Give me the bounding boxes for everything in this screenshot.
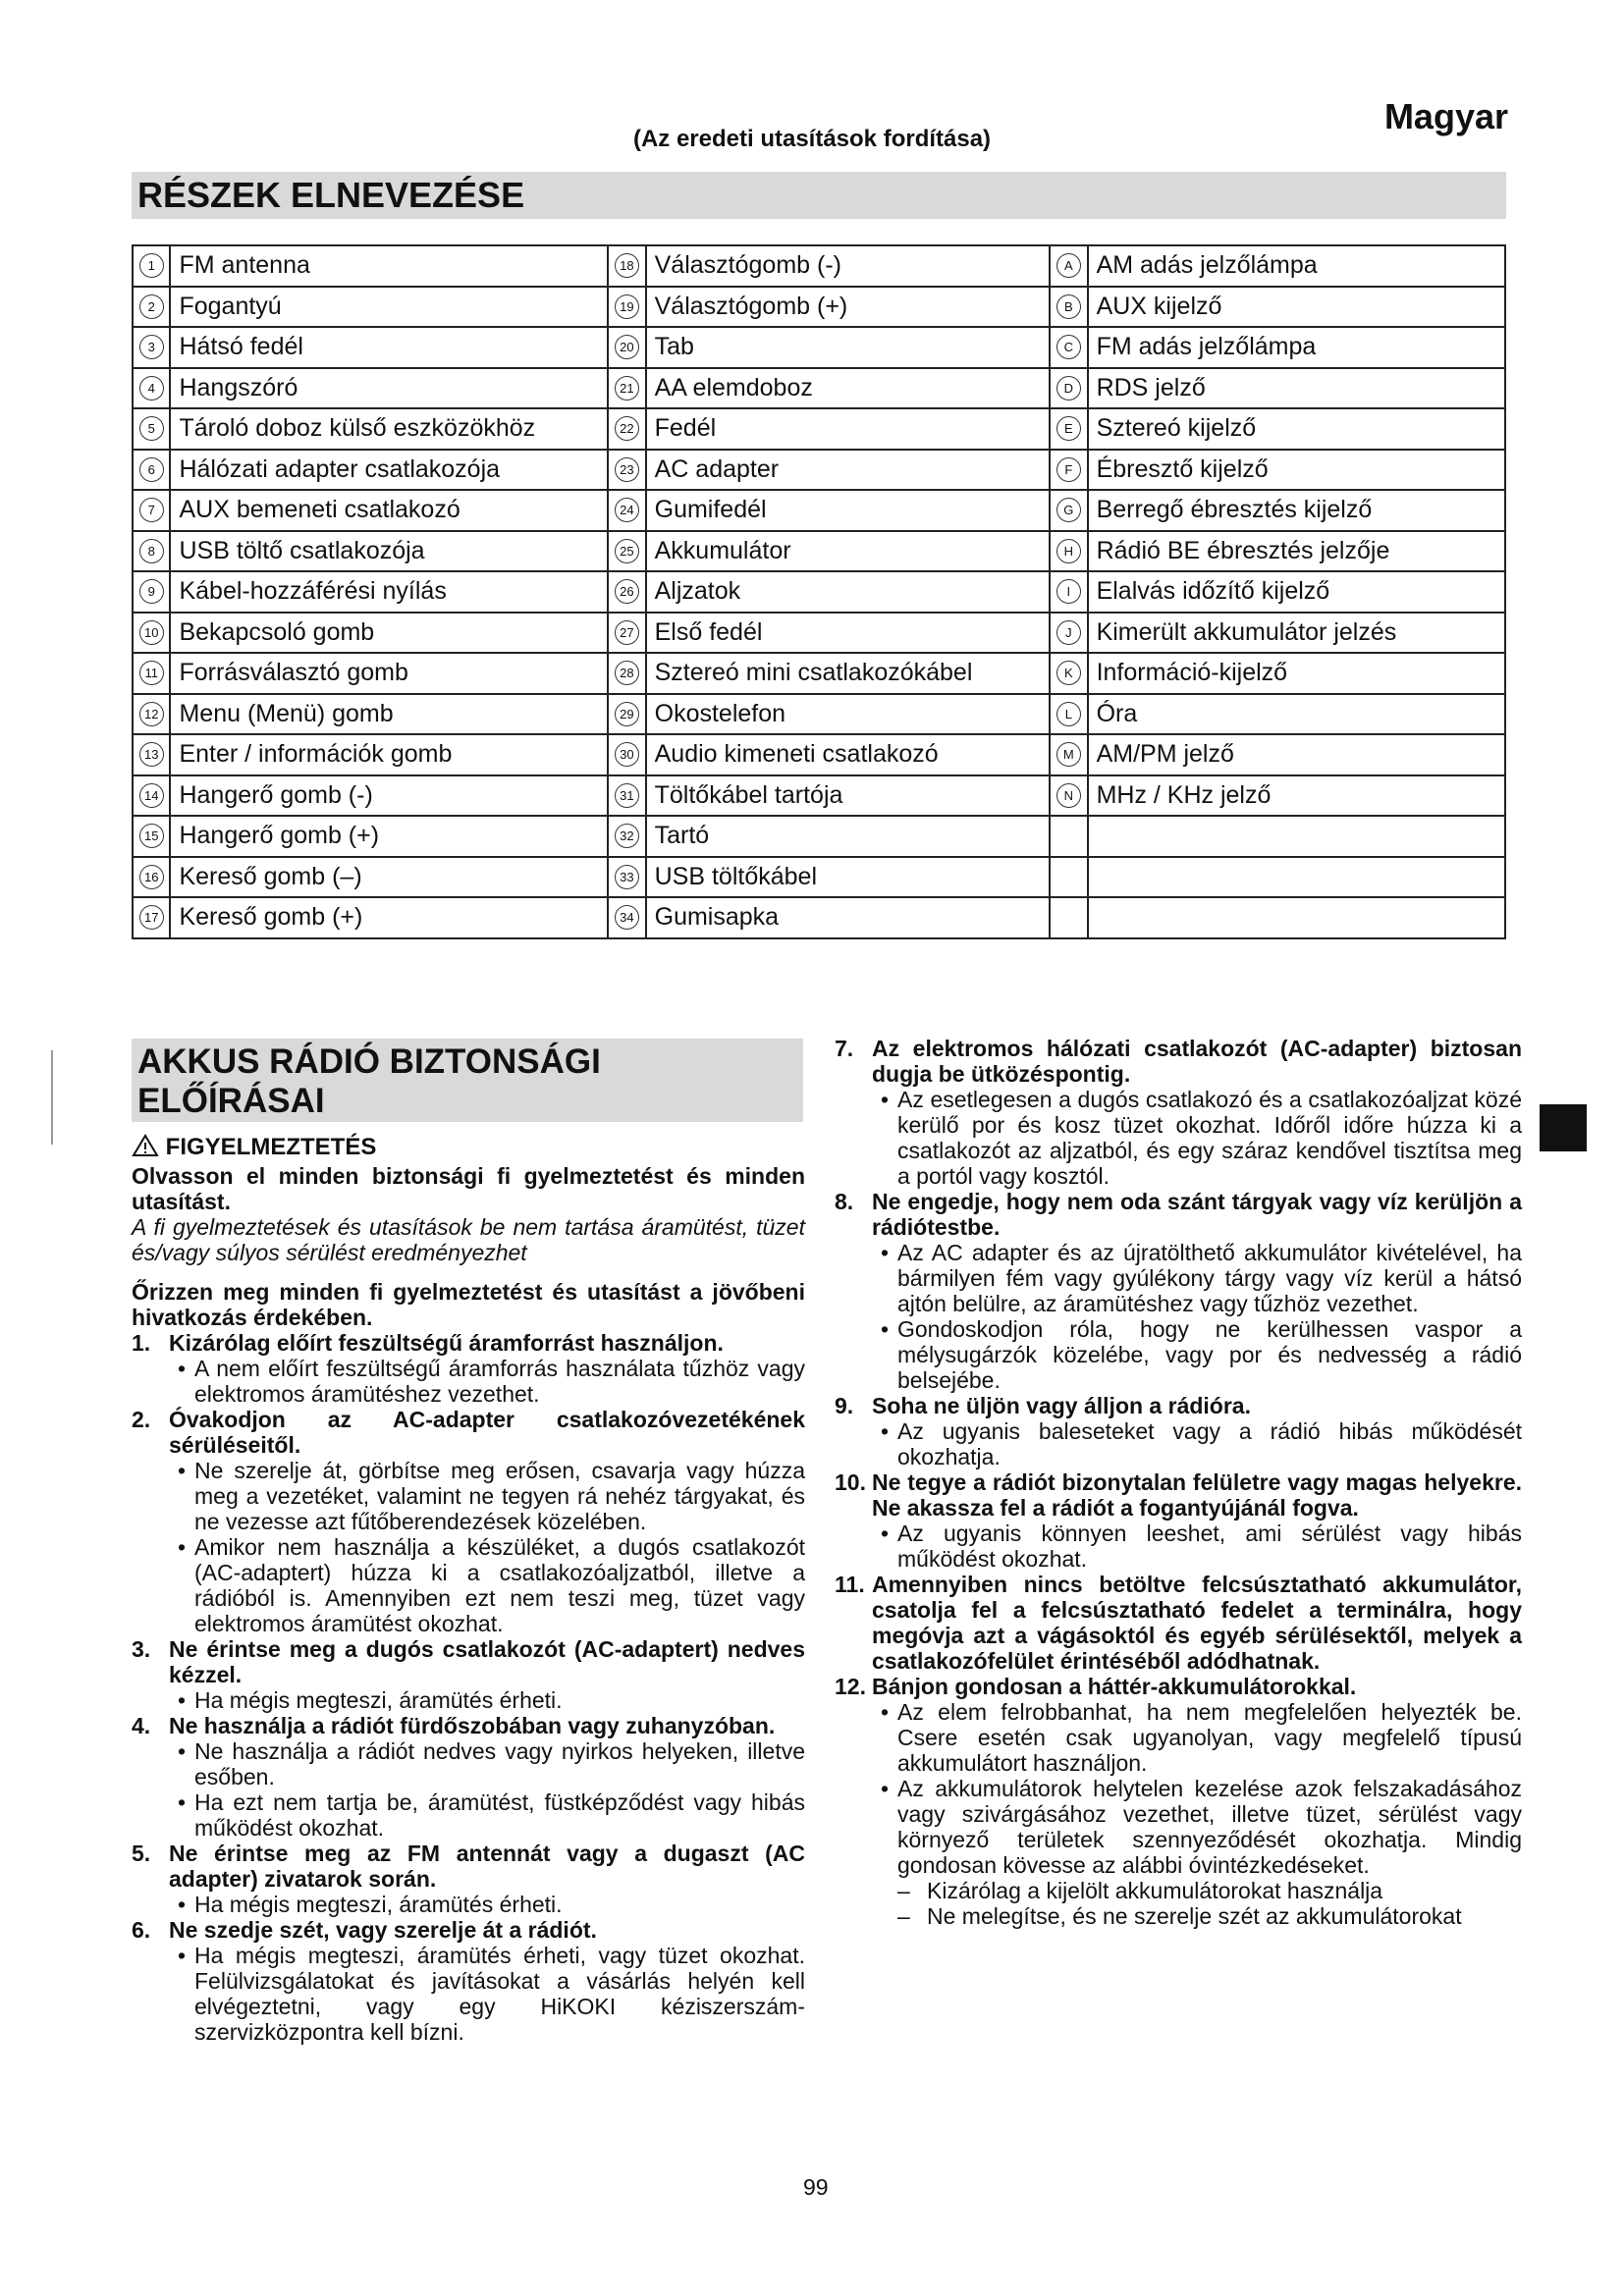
parts-row	[133, 816, 1505, 857]
circled-number: 10	[139, 620, 164, 645]
part-name: Kimerült akkumulátor jelzés	[1088, 613, 1505, 654]
part-number	[608, 897, 645, 938]
safety-title-line2: ELŐÍRÁSAI	[137, 1082, 325, 1120]
safety-title-line1: AKKUS RÁDIÓ BIZTONSÁGI	[137, 1042, 601, 1081]
parts-row	[133, 613, 1505, 654]
part-name: Forrásválasztó gomb	[170, 653, 608, 694]
part-name: Sztereó kijelző	[1088, 408, 1505, 450]
part-number	[1050, 613, 1087, 654]
circled-number: 8	[139, 539, 164, 563]
item-heading: Ne érintse meg a dugós csatlakozót (AC-adaptert) nedves kézzel.	[169, 1636, 805, 1687]
circled-number: 16	[139, 865, 164, 889]
bullet: • Az elem felrobbanhat, ha nem megfelelően helyezték be. Csere esetén csak ugyanolyan, vagy megfelelő típusú akkumulátort használjon.	[880, 1699, 1522, 1776]
bullet: • Az ugyanis könnyen leeshet, ami sérülést vagy hibás működést okozhat.	[880, 1521, 1522, 1572]
safety-item-6	[132, 1917, 805, 1943]
parts-row	[133, 653, 1505, 694]
bullet: • Ne szerelje át, görbítse meg erősen, csavarja vagy húzza meg a vezetéket, valamint ne tegyen rá nehéz tárgyakat, és ne vezesse azt fűtőberendezések közelében.	[177, 1458, 805, 1534]
part-name: Hangerő gomb (-)	[170, 775, 608, 817]
part-name: AM adás jelzőlámpa	[1088, 245, 1505, 287]
circled-number: 11	[139, 661, 164, 685]
part-number	[608, 734, 645, 775]
circled-number: 19	[615, 294, 639, 319]
warning-heading-text: FIGYELMEZTETÉS	[165, 1134, 377, 1160]
parts-row	[133, 897, 1505, 938]
circled-number: 24	[615, 498, 639, 522]
circled-number: D	[1056, 376, 1081, 400]
parts-row	[133, 531, 1505, 572]
item-heading: Soha ne üljön vagy álljon a rádióra.	[872, 1393, 1251, 1418]
circled-number: H	[1056, 539, 1081, 563]
part-name: MHz / KHz jelző	[1088, 775, 1505, 817]
part-number	[608, 245, 645, 287]
part-name: FM antenna	[170, 245, 608, 287]
part-name: Ébresztő kijelző	[1088, 450, 1505, 491]
safety-section-title	[132, 1039, 803, 1122]
part-name: Rádió BE ébresztés jelzője	[1088, 531, 1505, 572]
part-number	[1050, 531, 1087, 572]
circled-number: 7	[139, 498, 164, 522]
part-name	[1088, 897, 1505, 938]
item-number: 6.	[132, 1917, 151, 1943]
safety-item-10	[835, 1469, 1522, 1521]
parts-row	[133, 694, 1505, 735]
safety-item-4	[132, 1713, 805, 1738]
part-number	[1050, 245, 1087, 287]
part-number	[133, 571, 170, 613]
bullet: • Ha mégis megteszi, áramütés érheti.	[132, 1892, 805, 1917]
safety-item-11	[835, 1572, 1522, 1674]
parts-table-body	[133, 245, 1505, 938]
safety-item-12	[835, 1674, 1522, 1699]
part-name: Akkumulátor	[646, 531, 1050, 572]
part-number	[608, 450, 645, 491]
item-number: 8.	[835, 1189, 854, 1214]
parts-row	[133, 368, 1505, 409]
part-number	[133, 408, 170, 450]
circled-number: 14	[139, 783, 164, 808]
part-number	[1050, 775, 1087, 817]
circled-number: 18	[615, 253, 639, 278]
safety-right-column	[835, 1036, 1522, 1929]
item-heading: Ne használja a rádiót fürdőszobában vagy zuhanyzóban.	[169, 1713, 776, 1738]
bullet: • Az ugyanis baleseteket vagy a rádió hibás működését okozhatja.	[880, 1418, 1522, 1469]
part-number	[1050, 734, 1087, 775]
item-heading: Kizárólag előírt feszültségű áramforrást használjon.	[169, 1330, 724, 1356]
parts-row	[133, 408, 1505, 450]
circled-number: 25	[615, 539, 639, 563]
part-number	[608, 571, 645, 613]
parts-row	[133, 450, 1505, 491]
part-name: Hátsó fedél	[170, 327, 608, 368]
bullet-text: Az ugyanis baleseteket vagy a rádió hibás működését okozhatja.	[897, 1418, 1522, 1469]
item-number: 3.	[132, 1636, 151, 1662]
parts-row	[133, 734, 1505, 775]
item-number: 4.	[132, 1713, 151, 1738]
dash-item: – Kizárólag a kijelölt akkumulátorokat használja	[835, 1878, 1522, 1903]
part-name: Információ-kijelző	[1088, 653, 1505, 694]
part-number	[608, 613, 645, 654]
circled-number: E	[1056, 416, 1081, 441]
circled-number: 1	[139, 253, 164, 278]
bullet: • Ha mégis megteszi, áramütés érheti.	[132, 1687, 805, 1713]
circled-number: 21	[615, 376, 639, 400]
margin-line	[51, 1050, 53, 1145]
part-number	[608, 816, 645, 857]
part-number	[1050, 694, 1087, 735]
part-name	[1088, 857, 1505, 898]
part-number	[608, 327, 645, 368]
part-name: Választógomb (+)	[646, 287, 1050, 328]
part-number	[608, 531, 645, 572]
circled-number: 13	[139, 742, 164, 767]
part-name: Bekapcsoló gomb	[170, 613, 608, 654]
part-number	[1050, 857, 1087, 898]
circled-number: G	[1056, 498, 1081, 522]
circled-number: 5	[139, 416, 164, 441]
circled-number: B	[1056, 294, 1081, 319]
bullet-text: Ne használja a rádiót nedves vagy nyirkos helyeken, illetve esőben.	[194, 1738, 805, 1789]
part-name: Kereső gomb (+)	[170, 897, 608, 938]
item-heading: Ne érintse meg az FM antennát vagy a dugaszt (AC adapter) zivatarok során.	[169, 1841, 805, 1892]
circled-number: N	[1056, 783, 1081, 808]
part-name: Hangerő gomb (+)	[170, 816, 608, 857]
bullet: • A nem előírt feszültségű áramforrás használata tűzhöz vagy elektromos áramütéshez vezethet.	[177, 1356, 805, 1407]
circled-number: F	[1056, 457, 1081, 482]
item-number: 9.	[835, 1393, 854, 1418]
bullet-text: Az ugyanis könnyen leeshet, ami sérülést vagy hibás működést okozhat.	[897, 1521, 1522, 1572]
part-name: Első fedél	[646, 613, 1050, 654]
item-heading: Ne engedje, hogy nem oda szánt tárgyak vagy víz kerüljön a rádiótestbe.	[872, 1189, 1522, 1240]
intro-bold: Olvasson el minden biztonsági fi gyelmeztetést és minden utasítást.	[132, 1163, 805, 1214]
item-heading: Az elektromos hálózati csatlakozót (AC-adapter) biztosan dugja be ütközéspontig.	[872, 1036, 1522, 1087]
part-name: Aljzatok	[646, 571, 1050, 613]
item-heading: Ne szedje szét, vagy szerelje át a rádiót.	[169, 1917, 597, 1943]
bullet-text: Ha mégis megteszi, áramütés érheti.	[194, 1892, 563, 1917]
part-name: Választógomb (-)	[646, 245, 1050, 287]
circled-number: 20	[615, 335, 639, 359]
part-number	[1050, 897, 1087, 938]
part-number	[133, 734, 170, 775]
keep-instructions: Őrizzen meg minden fi gyelmeztetést és utasítást a jövőbeni hivatkozás érdekében.	[132, 1279, 805, 1330]
part-name: Gumisapka	[646, 897, 1050, 938]
part-number	[1050, 490, 1087, 531]
dash-text: Kizárólag a kijelölt akkumulátorokat használja	[927, 1878, 1383, 1903]
part-number	[1050, 368, 1087, 409]
circled-number: A	[1056, 253, 1081, 278]
safety-item-2	[132, 1407, 805, 1458]
circled-number: I	[1056, 579, 1081, 604]
part-name: Berregő ébresztés kijelző	[1088, 490, 1505, 531]
part-number	[608, 287, 645, 328]
parts-row	[133, 571, 1505, 613]
circled-number: 4	[139, 376, 164, 400]
part-number	[1050, 816, 1087, 857]
bullet: • Ne használja a rádiót nedves vagy nyirkos helyeken, illetve esőben.	[177, 1738, 805, 1789]
part-name: USB töltőkábel	[646, 857, 1050, 898]
bullet-text: Az esetlegesen a dugós csatlakozó és a csatlakozóaljzat közé kerülő por és kosz tüzet okozhat. Időről időre húzza ki a csatlakozót az aljzatból, és egy száraz kendővel tisztítsa meg a portól vagy kosztól.	[897, 1087, 1522, 1189]
part-number	[1050, 408, 1087, 450]
circled-number: 12	[139, 702, 164, 726]
part-name: FM adás jelzőlámpa	[1088, 327, 1505, 368]
bullet-text: Ha ezt nem tartja be, áramütést, füstképződést vagy hibás működést okozhat.	[194, 1789, 805, 1841]
item-heading: Amennyiben nincs betöltve felcsúsztatható akkumulátor, csatolja fel a felcsúsztatható fedelet a terminálra, hogy megóvja azt a vágásoktól és egyéb sérülésektől, melyek a csatlakozófelület érintéséből adódhatnak.	[872, 1572, 1522, 1674]
bullet: • Az AC adapter és az újratölthető akkumulátor kivételével, ha bármilyen fém vagy gyúlékony tárgy vagy víz kerül a hátsó ajtón belülre, az áramütéshez vagy tűzhöz vezethet.	[880, 1240, 1522, 1316]
bullet: • Ha mégis megteszi, áramütés érheti, vagy tüzet okozhat. Felülvizsgálatokat és javításokat a vásárlás helyén kell elvégeztetni, vagy egy HiKOKI kéziszerszám-szervizközpontra kell bízni.	[177, 1943, 805, 2045]
part-number	[133, 245, 170, 287]
page-number: 99	[803, 2174, 829, 2200]
part-number	[133, 897, 170, 938]
bullet-text: A nem előírt feszültségű áramforrás használata tűzhöz vagy elektromos áramütéshez vezethet.	[194, 1356, 805, 1407]
circled-number: M	[1056, 742, 1081, 767]
part-number	[1050, 327, 1087, 368]
part-number	[608, 694, 645, 735]
parts-row	[133, 775, 1505, 817]
part-name: AUX kijelző	[1088, 287, 1505, 328]
part-name: AM/PM jelző	[1088, 734, 1505, 775]
bullet-text: Az elem felrobbanhat, ha nem megfelelően helyezték be. Csere esetén csak ugyanolyan, vagy megfelelő típusú akkumulátort használjon.	[897, 1699, 1522, 1776]
safety-item-5	[132, 1841, 805, 1892]
circled-number: 6	[139, 457, 164, 482]
bullet-text: Ha mégis megteszi, áramütés érheti, vagy tüzet okozhat. Felülvizsgálatokat és javításokat a vásárlás helyén kell elvégeztetni, vagy egy HiKOKI kéziszerszám-szervizközpontra kell bízni.	[194, 1943, 805, 2045]
circled-number: 3	[139, 335, 164, 359]
part-name: RDS jelző	[1088, 368, 1505, 409]
bullet: • Ha ezt nem tartja be, áramütést, füstképződést vagy hibás működést okozhat.	[177, 1789, 805, 1841]
circled-number: J	[1056, 620, 1081, 645]
part-number	[133, 490, 170, 531]
side-tab-marker	[1540, 1104, 1587, 1151]
parts-row	[133, 857, 1505, 898]
circled-number: 17	[139, 905, 164, 930]
part-number	[133, 653, 170, 694]
circled-number: 9	[139, 579, 164, 604]
part-number	[608, 408, 645, 450]
header-language: Magyar	[1383, 96, 1508, 136]
intro-italic: A fi gyelmeztetések és utasítások be nem tartása áramütést, tüzet és/vagy súlyos sérülést eredményezhet	[132, 1214, 805, 1265]
part-number	[608, 368, 645, 409]
circled-number: 33	[615, 865, 639, 889]
part-name: AA elemdoboz	[646, 368, 1050, 409]
item-number: 10.	[835, 1469, 866, 1495]
part-name: Enter / információk gomb	[170, 734, 608, 775]
circled-number: 15	[139, 824, 164, 848]
circled-number: 23	[615, 457, 639, 482]
part-name	[1088, 816, 1505, 857]
dash-text: Ne melegítse, és ne szerelje szét az akkumulátorokat	[927, 1903, 1462, 1929]
circled-number: 22	[615, 416, 639, 441]
circled-number: L	[1056, 702, 1081, 726]
part-name: Hangszóró	[170, 368, 608, 409]
part-number	[133, 287, 170, 328]
bullet: • Gondoskodjon róla, hogy ne kerülhessen vaspor a mélysugárzók közelébe, vagy por és nedvesség a rádió belsejébe.	[880, 1316, 1522, 1393]
safety-item-3	[132, 1636, 805, 1687]
safety-item-8	[835, 1189, 1522, 1240]
part-number	[1050, 450, 1087, 491]
circled-number: C	[1056, 335, 1081, 359]
bullet-text: Gondoskodjon róla, hogy ne kerülhessen vaspor a mélysugárzók közelébe, vagy por és nedvesség a rádió belsejébe.	[897, 1316, 1522, 1393]
part-name: Menu (Menü) gomb	[170, 694, 608, 735]
bullet: • Az esetlegesen a dugós csatlakozó és a csatlakozóaljzat közé kerülő por és kosz tüzet okozhat. Időről időre húzza ki a csatlakozót az aljzatból, és egy száraz kendővel tisztítsa meg a portól vagy kosztól.	[880, 1087, 1522, 1189]
part-number	[133, 327, 170, 368]
item-heading: Ne tegye a rádiót bizonytalan felületre vagy magas helyekre. Ne akassza fel a rádiót a fogantyújánál fogva.	[872, 1469, 1522, 1521]
item-number: 12.	[835, 1674, 866, 1699]
bullet: • Amikor nem használja a készüléket, a dugós csatlakozót (AC-adaptert) húzza ki a csatlakozóaljzatból, illetve a rádióból is. Amennyiben ezt nem teszi meg, tüzet vagy elektromos áramütést okozhat.	[177, 1534, 805, 1636]
part-number	[133, 816, 170, 857]
item-number: 11.	[835, 1572, 865, 1597]
part-number	[608, 775, 645, 817]
part-number	[1050, 287, 1087, 328]
part-name: Fedél	[646, 408, 1050, 450]
circled-number: 26	[615, 579, 639, 604]
part-number	[133, 694, 170, 735]
item-number: 7.	[835, 1036, 854, 1061]
part-number	[1050, 653, 1087, 694]
parts-row	[133, 327, 1505, 368]
safety-item-1	[132, 1330, 805, 1356]
part-name: Gumifedél	[646, 490, 1050, 531]
bullet-text: Ne szerelje át, görbítse meg erősen, csavarja vagy húzza meg a vezetéket, valamint ne tegyen rá nehéz tárgyakat, és ne vezesse azt fűtőberendezések közelében.	[194, 1458, 805, 1534]
part-name: Kereső gomb (–)	[170, 857, 608, 898]
circled-number: 2	[139, 294, 164, 319]
part-number	[133, 531, 170, 572]
circled-number: 31	[615, 783, 639, 808]
part-number	[133, 857, 170, 898]
part-name: Óra	[1088, 694, 1505, 735]
bullet-text: Ha mégis megteszi, áramütés érheti.	[194, 1687, 563, 1713]
safety-item-9	[835, 1393, 1522, 1418]
bullet-text: Amikor nem használja a készüléket, a dugós csatlakozót (AC-adaptert) húzza ki a csatlakozóaljzatból, illetve a rádióból is. Amennyiben ezt nem teszi meg, tüzet vagy elektromos áramütést okozhat.	[194, 1534, 805, 1636]
part-name: Okostelefon	[646, 694, 1050, 735]
warning-triangle-icon	[132, 1134, 159, 1157]
parts-row	[133, 245, 1505, 287]
circled-number: K	[1056, 661, 1081, 685]
part-number	[608, 490, 645, 531]
parts-row	[133, 287, 1505, 328]
part-name: USB töltő csatlakozója	[170, 531, 608, 572]
part-name: Elalvás időzítő kijelző	[1088, 571, 1505, 613]
circled-number: 28	[615, 661, 639, 685]
bullet-text: Az akkumulátorok helytelen kezelése azok felszakadásához vagy szivárgásához vezethet, illetve tüzet, sérülést vagy környező területek szennyeződését okozhatja. Mindig gondosan kövesse az alábbi óvintézkedéseket.	[897, 1776, 1522, 1878]
part-name: Fogantyú	[170, 287, 608, 328]
part-number	[133, 613, 170, 654]
part-number	[608, 857, 645, 898]
part-name: AC adapter	[646, 450, 1050, 491]
safety-left-column	[132, 1163, 805, 2045]
parts-row	[133, 490, 1505, 531]
part-name: Tároló doboz külső eszközökhöz	[170, 408, 608, 450]
part-name: Kábel-hozzáférési nyílás	[170, 571, 608, 613]
parts-section-title: RÉSZEK ELNEVEZÉSE	[132, 172, 1506, 219]
part-name: Tab	[646, 327, 1050, 368]
item-number: 1.	[132, 1330, 151, 1356]
bullet: • Az akkumulátorok helytelen kezelése azok felszakadásához vagy szivárgásához vezethet, illetve tüzet, sérülést vagy környező területek szennyeződését okozhatja. Mindig gondosan kövesse az alábbi óvintézkedéseket.	[880, 1776, 1522, 1878]
part-name: Töltőkábel tartója	[646, 775, 1050, 817]
circled-number: 32	[615, 824, 639, 848]
item-number: 2.	[132, 1407, 151, 1432]
parts-table	[132, 244, 1506, 939]
item-heading: Bánjon gondosan a háttér-akkumulátorokkal.	[872, 1674, 1357, 1699]
circled-number: 27	[615, 620, 639, 645]
part-name: Sztereó mini csatlakozókábel	[646, 653, 1050, 694]
circled-number: 34	[615, 905, 639, 930]
part-number	[133, 368, 170, 409]
header-subtitle: (Az eredeti utasítások fordítása)	[632, 126, 992, 152]
part-name: Audio kimeneti csatlakozó	[646, 734, 1050, 775]
part-number	[1050, 571, 1087, 613]
part-number	[608, 653, 645, 694]
warning-heading	[132, 1134, 376, 1161]
bullet-text: Az AC adapter és az újratölthető akkumulátor kivételével, ha bármilyen fém vagy gyúlékony tárgy vagy víz kerül a hátsó ajtón belülre, az áramütéshez vagy tűzhöz vezethet.	[897, 1240, 1522, 1316]
item-number: 5.	[132, 1841, 151, 1866]
part-number	[133, 775, 170, 817]
dash-item: – Ne melegítse, és ne szerelje szét az akkumulátorokat	[835, 1903, 1522, 1929]
item-heading: Óvakodjon az AC-adapter csatlakozóvezetékének sérüléseitől.	[169, 1407, 805, 1458]
part-name: Hálózati adapter csatlakozója	[170, 450, 608, 491]
circled-number: 29	[615, 702, 639, 726]
part-name: Tartó	[646, 816, 1050, 857]
circled-number: 30	[615, 742, 639, 767]
part-number	[133, 450, 170, 491]
safety-item-7	[835, 1036, 1522, 1087]
part-name: AUX bemeneti csatlakozó	[170, 490, 608, 531]
